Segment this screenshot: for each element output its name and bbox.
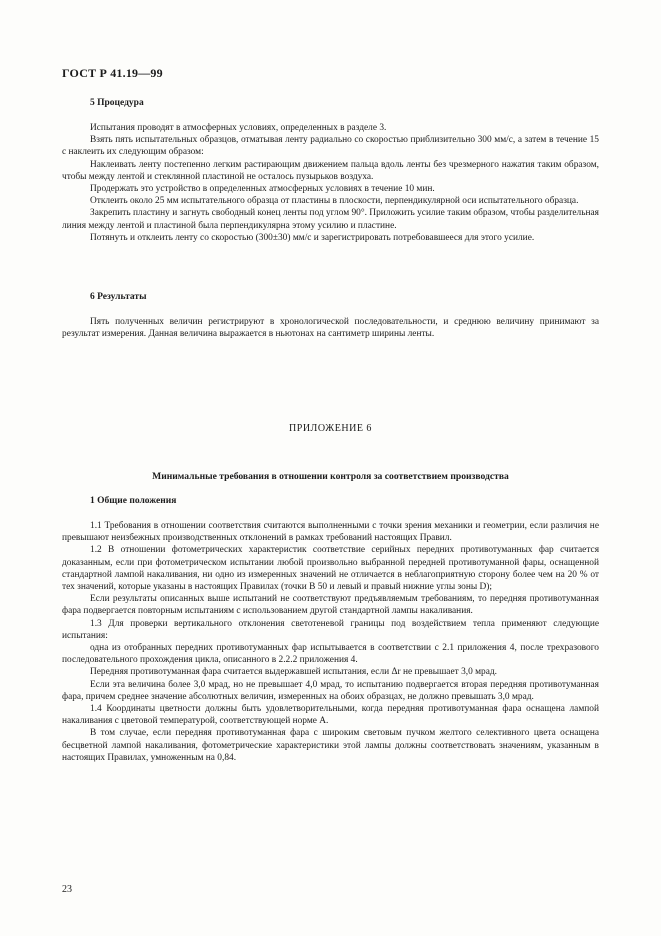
paragraph: Если результаты описанных выше испытаний не соответствуют предъявляемым требованиям, то передняя противотуманная фара подвергается повторным испытаниям с использованием другой стандартной лампы накаливания. bbox=[62, 594, 599, 617]
section-5-body bbox=[62, 122, 599, 244]
paragraph: 1.3 Для проверки вертикального отклонения светотеневой границы под воздействием тепла применяют следующие испытания: bbox=[62, 618, 599, 641]
section-6-title: 6 Результаты bbox=[90, 292, 147, 302]
page-number: 23 bbox=[62, 884, 72, 895]
appendix-section-1-title: 1 Общие положения bbox=[90, 496, 177, 506]
paragraph: Отклеить около 25 мм испытательного образца от пластины в плоскости, перпендикулярной оси испытательного образца. bbox=[90, 196, 579, 207]
appendix-title: ПРИЛОЖЕНИЕ 6 bbox=[289, 423, 372, 434]
document-header: ГОСТ Р 41.19—99 bbox=[62, 66, 163, 80]
paragraph: Потянуть и отклеить ленту со скоростью (300±30) мм/с и зарегистрировать потребовавшееся для этого усилие. bbox=[90, 232, 535, 243]
paragraph: Взять пять испытательных образцов, отматывая ленту радиально со скоростью приблизительно 300 мм/с, а затем в течение 15 с наклеить их следующим образом: bbox=[62, 135, 599, 158]
paragraph: Испытания проводят в атмосферных условиях, определенных в разделе 3. bbox=[90, 123, 387, 133]
paragraph: Передняя противотуманная фара считается выдержавшей испытания, если Δr не превышает 3,0 мрад. bbox=[90, 667, 498, 678]
paragraph: Если эта величина более 3,0 мрад, но не превышает 4,0 мрад, то испытанию подвергается вторая передняя противотуманная фара, причем среднее значение абсолютных величин, измеренных на обоих образцах, не должно превышать 3,0 мрад. bbox=[62, 679, 599, 702]
appendix-subtitle: Минимальные требования в отношении контроля за соответствием производства bbox=[152, 471, 509, 482]
appendix-body bbox=[62, 520, 599, 764]
paragraph: одна из отобранных передних противотуманных фар испытывается в соответствии с 2.1 приложения 4, после трехразового последовательного прохождения цикла, описанного в 2.2.2 приложения 4. bbox=[62, 643, 599, 666]
paragraph: Наклеивать ленту постепенно легким растирающим движением пальца вдоль ленты без чрезмерного нажатия таким образом, чтобы между лентой и стеклянной пластиной не осталось пузырьков воздуха. bbox=[62, 159, 599, 182]
paragraph: 1.2 В отношении фотометрических характеристик соответствие серийных передних противотуманных фар считается доказанным, если при фотометрическом испытании любой произвольно выбранной передней противотуманной фары, оснащенной стандартной лампой накаливания, ни одно из измеренных значений не отличается в неблагоприятную сторону более чем на 20 % от тех значений, которые указаны в настоящих Правилах (точки В 50 и левый и правый нижние углы зоны D); bbox=[62, 545, 599, 593]
section-6-body bbox=[62, 316, 599, 340]
paragraph: В том случае, если передняя противотуманная фара с широким световым пучком желтого селективного цвета оснащена бесцветной лампой накаливания, фотометрические характеристики этой лампы должны соответствовать значениям, указанным в настоящих Правилах, умноженным на 0,84. bbox=[62, 728, 599, 763]
paragraph: Закрепить пластину и загнуть свободный конец ленты под углом 90°. Приложить усилие таким образом, чтобы разделительная линия между лентой и пластиной была перпендикулярна этому усилию и пластине. bbox=[62, 208, 599, 231]
paragraph: Продержать это устройство в определенных атмосферных условиях в течение 10 мин. bbox=[90, 184, 435, 195]
paragraph: Пять полученных величин регистрируют в хронологической последовательности, и среднюю величину принимают за результат измерения. Данная величина выражается в ньютонах на сантиметр ширины ленты. bbox=[62, 317, 599, 340]
paragraph: 1.4 Координаты цветности должны быть удовлетворительными, когда передняя противотуманная фара оснащена лампой накаливания с цветовой температурой, соответствующей норме А. bbox=[62, 704, 599, 727]
section-5-title: 5 Процедура bbox=[90, 98, 144, 108]
paragraph: 1.1 Требования в отношении соответствия считаются выполненными с точки зрения механики и геометрии, если различия не превышают неизбежных производственных отклонений в рамках требований настоящих Правил. bbox=[62, 521, 599, 544]
